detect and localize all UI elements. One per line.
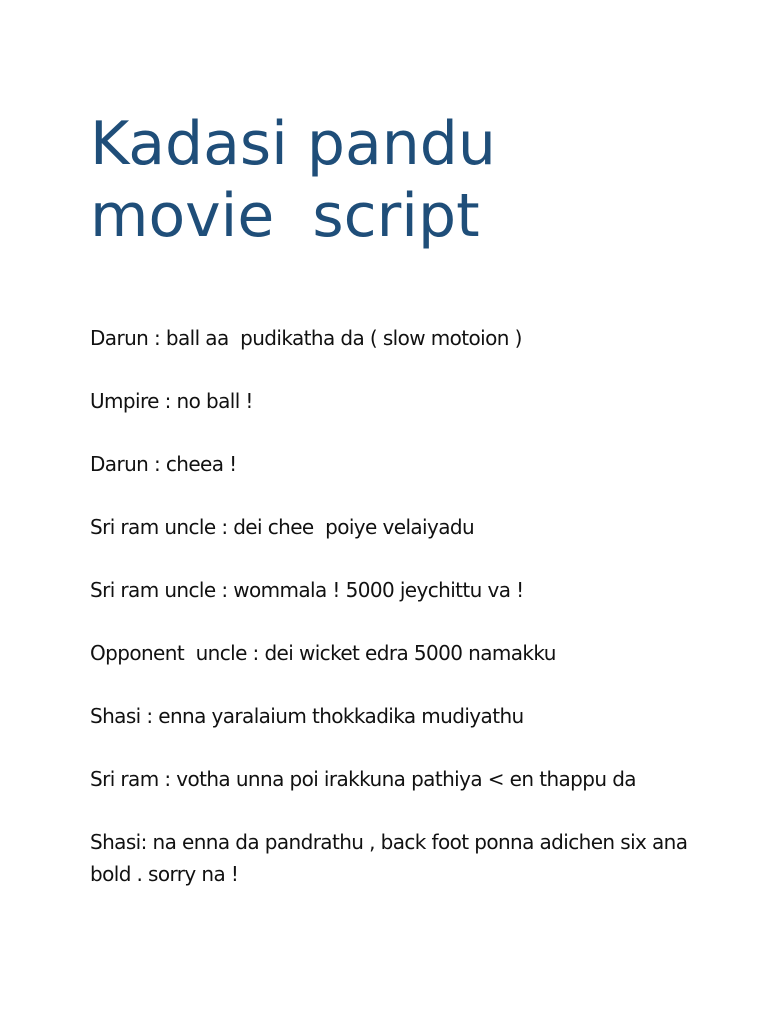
script-line: Umpire : no ball !	[90, 389, 253, 413]
script-line: Sri ram uncle : wommala ! 5000 jeychittu va !	[90, 578, 524, 602]
script-line: Shasi: na enna da pandrathu , back foot ponna adichen six ana bold . sorry na !	[90, 830, 694, 886]
script-line: Darun : ball aa pudikatha da ( slow motoion )	[90, 326, 522, 350]
script-lines	[90, 322, 710, 921]
script-line: Opponent uncle : dei wicket edra 5000 namakku	[90, 641, 556, 665]
script-line: Sri ram : votha unna poi irakkuna pathiya < en thappu da	[90, 767, 636, 791]
script-line: Darun : cheea !	[90, 452, 237, 476]
script-line: Sri ram uncle : dei chee poiye velaiyadu	[90, 515, 475, 539]
document-title: Kadasi pandu movie script	[90, 109, 496, 251]
script-line: Shasi : enna yaralaium thokkadika mudiyathu	[90, 704, 524, 728]
